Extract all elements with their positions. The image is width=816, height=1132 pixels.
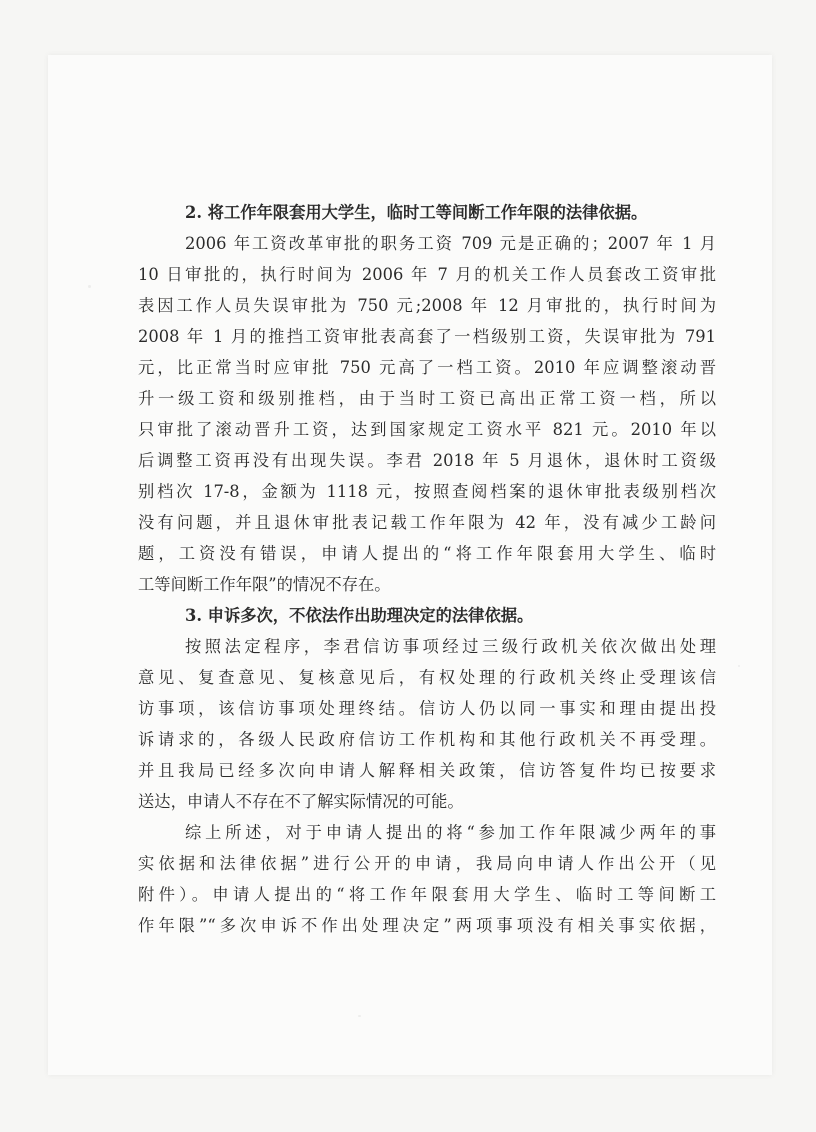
document-body bbox=[138, 197, 716, 941]
body-text-line: 后调整工资再没有出现失误。李君 2018 年 5 月退休，退休时工资级 bbox=[138, 451, 716, 470]
body-text-line: 2008 年 1 月的推挡工资审批表高套了一档级别工资，失误审批为 791 bbox=[138, 327, 716, 346]
body-text-line: 别档次 17-8，金额为 1118 元，按照查阅档案的退休审批表级别档次 bbox=[138, 482, 716, 501]
body-text-line: 题，工资没有错误，申请人提出的“将工作年限套用大学生、临时 bbox=[138, 544, 716, 563]
body-text-line: 意见、复查意见、复核意见后，有权处理的行政机关终止受理该信 bbox=[138, 668, 716, 687]
body-text-line: 2006 年工资改革审批的职务工资 709 元是正确的；2007 年 1 月 bbox=[185, 234, 716, 253]
body-text-line: 工等间断工作年限”的情况不存在。 bbox=[138, 575, 391, 594]
body-text-line: 元，比正常当时应审批 750 元高了一档工资。2010 年应调整滚动晋 bbox=[138, 358, 716, 377]
body-text-line: 10 日审批的，执行时间为 2006 年 7 月的机关工作人员套改工资审批 bbox=[138, 265, 716, 284]
body-text-line: 没有问题，并且退休审批表记载工作年限为 42 年，没有减少工龄问 bbox=[138, 513, 716, 532]
body-text-line: 诉请求的，各级人民政府信访工作机构和其他行政机关不再受理。 bbox=[138, 730, 716, 749]
body-text-line: 附件）。申请人提出的“将工作年限套用大学生、临时工等间断工 bbox=[138, 885, 716, 904]
body-text-line: 综上所述，对于申请人提出的将“参加工作年限减少两年的事 bbox=[185, 823, 716, 842]
body-text-line: 访事项，该信访事项处理终结。信访人仍以同一事实和理由提出投 bbox=[138, 699, 716, 718]
body-text-line: 实依据和法律依据”进行公开的申请，我局向申请人作出公开（见 bbox=[138, 854, 716, 873]
body-text-line: 按照法定程序，李君信访事项经过三级行政机关依次做出处理 bbox=[185, 637, 716, 656]
body-text-line: 送达，申请人不存在不了解实际情况的可能。 bbox=[138, 792, 464, 811]
body-text-line: 只审批了滚动晋升工资，达到国家规定工资水平 821 元。2010 年以 bbox=[138, 420, 716, 439]
scan-speck bbox=[88, 285, 91, 288]
body-text-line: 并且我局已经多次向申请人解释相关政策，信访答复件均已按要求 bbox=[138, 761, 716, 780]
body-text-line: 表因工作人员失误审批为 750 元;2008 年 12 月审批的，执行时间为 bbox=[138, 296, 716, 315]
body-text-line: 作年限”“多次申诉不作出处理决定”两项事项没有相关事实依据， bbox=[138, 916, 716, 935]
scan-speck bbox=[358, 1015, 361, 1017]
scan-speck bbox=[738, 665, 740, 667]
body-text-line: 升一级工资和级别推档，由于当时工资已高出正常工资一档，所以 bbox=[138, 389, 716, 408]
section-heading: 3. 申诉多次，不依法作出助理决定的法律依据。 bbox=[185, 606, 534, 625]
section-heading: 2. 将工作年限套用大学生，临时工等间断工作年限的法律依据。 bbox=[185, 203, 648, 222]
